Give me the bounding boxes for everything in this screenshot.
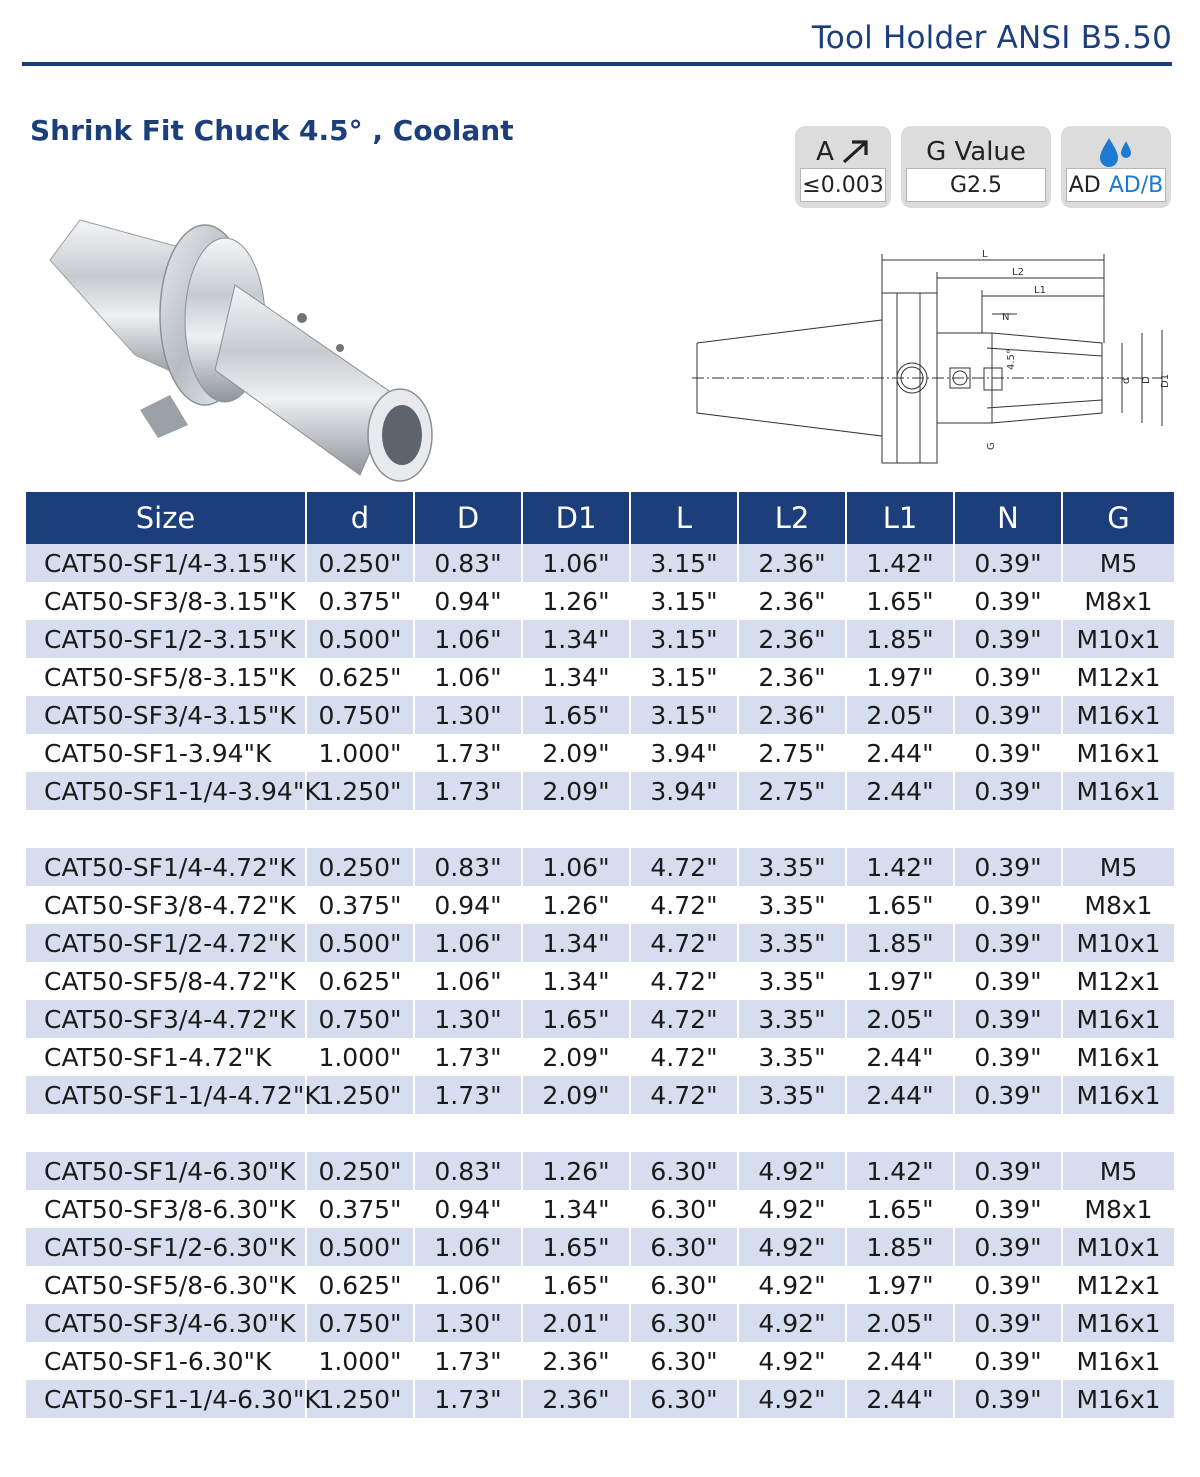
size-cell: CAT50-SF3/4-3.15"K [26, 696, 306, 734]
product-title: Shrink Fit Chuck 4.5° , Coolant [30, 114, 514, 147]
value-cell: 1.000" [306, 1038, 414, 1076]
value-cell: 1.000" [306, 1342, 414, 1380]
value-cell: 1.26" [522, 582, 630, 620]
column-header: L2 [738, 492, 846, 544]
value-cell: M5 [1062, 848, 1174, 886]
value-cell: 1.65" [846, 886, 954, 924]
value-cell: 0.39" [954, 962, 1062, 1000]
value-cell: 2.05" [846, 696, 954, 734]
g-value-value: G2.5 [906, 168, 1046, 202]
value-cell: 2.44" [846, 1342, 954, 1380]
value-cell: M16x1 [1062, 696, 1174, 734]
size-cell: CAT50-SF3/8-3.15"K [26, 582, 306, 620]
technical-drawing [692, 238, 1172, 478]
value-cell: M12x1 [1076, 662, 1161, 692]
value-cell: 3.15" [630, 620, 738, 658]
value-cell: 1.06" [414, 962, 522, 1000]
value-cell: 1.34" [522, 620, 630, 658]
value-cell: 2.44" [846, 1380, 954, 1418]
value-cell: 0.83" [414, 544, 522, 582]
value-cell: 0.39" [954, 696, 1062, 734]
value-cell: 1.97" [846, 658, 954, 696]
size-cell: CAT50-SF1-1/4-4.72"K [26, 1076, 306, 1114]
value-cell: 3.35" [738, 1038, 846, 1076]
value-cell: 1.000" [306, 734, 414, 772]
table-row [26, 696, 1174, 734]
value-cell: 4.72" [630, 886, 738, 924]
dim-label-g: G [986, 442, 997, 450]
value-cell: 1.34" [522, 962, 630, 1000]
value-cell: 6.30" [630, 1342, 738, 1380]
value-cell: 0.39" [954, 1190, 1062, 1228]
value-cell: 1.73" [414, 1380, 522, 1418]
value-cell: 0.39" [954, 848, 1062, 886]
value-cell: 4.92" [738, 1266, 846, 1304]
size-cell: CAT50-SF1/4-6.30"K [26, 1152, 306, 1190]
value-cell: 3.35" [738, 1076, 846, 1114]
size-cell: CAT50-SF1/2-6.30"K [26, 1228, 306, 1266]
value-cell: 0.94" [414, 582, 522, 620]
value-cell: 1.06" [414, 1266, 522, 1304]
coolant-type-adb: AD/B [1108, 172, 1164, 198]
value-cell: 1.26" [522, 886, 630, 924]
value-cell: 4.72" [630, 1000, 738, 1038]
value-cell: 2.09" [522, 1038, 630, 1076]
group-spacer [26, 1114, 1174, 1152]
table-row [26, 1304, 1174, 1342]
value-cell: 1.85" [846, 1228, 954, 1266]
value-cell: 0.625" [306, 1266, 414, 1304]
coolant-drops-icon [1096, 135, 1136, 169]
value-cell: 2.05" [846, 1000, 954, 1038]
runout-value: ≤0.003 [800, 168, 886, 202]
value-cell: 4.92" [738, 1304, 846, 1342]
value-cell: 6.30" [630, 1304, 738, 1342]
value-cell: 3.15" [630, 658, 738, 696]
value-cell: 0.83" [414, 848, 522, 886]
value-cell: M10x1 [1062, 620, 1174, 658]
value-cell: 3.15" [630, 696, 738, 734]
size-cell: CAT50-SF1-6.30"K [26, 1342, 306, 1380]
runout-arrow-icon [840, 139, 870, 165]
value-cell: 1.30" [414, 696, 522, 734]
table-header-row [26, 492, 1174, 544]
value-cell: M16x1 [1076, 1346, 1161, 1376]
table-row [26, 1000, 1174, 1038]
value-cell: 0.375" [306, 582, 414, 620]
value-cell: 0.39" [954, 1304, 1062, 1342]
value-cell: 2.09" [522, 772, 630, 810]
value-cell: 0.500" [306, 924, 414, 962]
value-cell: M12x1 [1076, 966, 1161, 996]
value-cell: 0.39" [954, 582, 1062, 620]
value-cell: 3.94" [630, 734, 738, 772]
value-cell: 1.65" [846, 582, 954, 620]
table-row [26, 886, 1174, 924]
value-cell: 0.83" [414, 1152, 522, 1190]
value-cell: 0.39" [954, 658, 1062, 696]
value-cell: 0.39" [954, 1038, 1062, 1076]
size-cell: CAT50-SF1-4.72"K [26, 1038, 306, 1076]
table-row [26, 1380, 1174, 1418]
value-cell: 0.750" [306, 696, 414, 734]
value-cell: M16x1 [1076, 1042, 1161, 1072]
value-cell: M10x1 [1062, 924, 1174, 962]
value-cell: 6.30" [630, 1380, 738, 1418]
value-cell: 6.30" [630, 1190, 738, 1228]
column-header: D [414, 492, 522, 544]
value-cell: 2.44" [846, 772, 954, 810]
value-cell: 0.39" [954, 544, 1062, 582]
size-cell: CAT50-SF1/4-3.15"K [26, 544, 306, 582]
column-header: Size [26, 492, 306, 544]
column-header: G [1062, 492, 1174, 544]
g-value-label: G Value [926, 137, 1026, 167]
value-cell: 1.85" [846, 924, 954, 962]
value-cell: 0.625" [306, 658, 414, 696]
value-cell: 1.42" [846, 1152, 954, 1190]
value-cell: 0.39" [954, 924, 1062, 962]
value-cell: 2.75" [738, 772, 846, 810]
table-row [26, 1266, 1174, 1304]
value-cell: 0.250" [306, 848, 414, 886]
value-cell: 2.36" [738, 696, 846, 734]
table-row [26, 1342, 1174, 1380]
value-cell: 1.34" [522, 924, 630, 962]
value-cell: 0.375" [306, 886, 414, 924]
value-cell: 4.92" [738, 1152, 846, 1190]
value-cell: 2.09" [522, 1076, 630, 1114]
value-cell: 1.85" [846, 620, 954, 658]
value-cell: 3.35" [738, 886, 846, 924]
table-row [26, 772, 1174, 810]
value-cell: 2.44" [846, 1038, 954, 1076]
value-cell: 2.36" [522, 1342, 630, 1380]
value-cell: 1.34" [522, 1190, 630, 1228]
value-cell: 2.05" [846, 1304, 954, 1342]
size-cell: CAT50-SF3/4-6.30"K [26, 1304, 306, 1342]
value-cell: 1.73" [414, 1342, 522, 1380]
value-cell: M10x1 [1062, 1228, 1174, 1266]
value-cell: 1.250" [306, 1380, 414, 1418]
size-cell: CAT50-SF1/2-3.15"K [26, 620, 306, 658]
value-cell: 1.30" [414, 1000, 522, 1038]
value-cell: 2.75" [738, 734, 846, 772]
value-cell: 6.30" [630, 1152, 738, 1190]
value-cell: 1.06" [414, 658, 522, 696]
value-cell: 1.250" [306, 772, 414, 810]
page-header-title: Tool Holder ANSI B5.50 [811, 20, 1172, 56]
value-cell: 0.39" [954, 886, 1062, 924]
value-cell: M16x1 [1062, 772, 1174, 810]
size-cell: CAT50-SF1-1/4-6.30"K [26, 1380, 306, 1418]
dim-label-angle: 4.5° [1006, 349, 1017, 370]
value-cell: 2.36" [738, 544, 846, 582]
table-row [26, 962, 1174, 1000]
value-cell: 1.42" [846, 544, 954, 582]
value-cell: 1.06" [522, 544, 630, 582]
value-cell: 0.750" [306, 1000, 414, 1038]
g-value-badge [901, 126, 1051, 208]
table-row [26, 544, 1174, 582]
value-cell: 3.94" [630, 772, 738, 810]
value-cell: 1.97" [846, 1266, 954, 1304]
value-cell: 3.35" [738, 924, 846, 962]
table-row [26, 1228, 1174, 1266]
value-cell: 4.72" [630, 848, 738, 886]
value-cell: 0.39" [954, 1152, 1062, 1190]
column-header: d [306, 492, 414, 544]
value-cell: 0.250" [306, 1152, 414, 1190]
table-row [26, 620, 1174, 658]
value-cell: 0.39" [954, 1342, 1062, 1380]
value-cell: 2.36" [738, 582, 846, 620]
value-cell: 3.15" [630, 544, 738, 582]
value-cell: 1.73" [414, 772, 522, 810]
value-cell: 3.35" [738, 962, 846, 1000]
value-cell: 1.06" [414, 620, 522, 658]
column-header: D1 [522, 492, 630, 544]
value-cell: M16x1 [1062, 1304, 1174, 1342]
value-cell: 1.06" [414, 1228, 522, 1266]
value-cell: 6.30" [630, 1266, 738, 1304]
value-cell: M16x1 [1062, 1380, 1174, 1418]
size-cell: CAT50-SF1-1/4-3.94"K [26, 772, 306, 810]
value-cell: 2.44" [846, 1076, 954, 1114]
table-row [26, 658, 1174, 696]
value-cell: 2.36" [738, 658, 846, 696]
table-row [26, 1152, 1174, 1190]
tool-holder-photo [40, 190, 460, 490]
column-header: L [630, 492, 738, 544]
value-cell: 1.73" [414, 734, 522, 772]
value-cell: 0.39" [954, 620, 1062, 658]
value-cell: 0.94" [414, 1190, 522, 1228]
runout-label: A [816, 137, 834, 167]
table-row [26, 848, 1174, 886]
value-cell: 4.92" [738, 1228, 846, 1266]
value-cell: 1.34" [522, 658, 630, 696]
value-cell: 1.30" [414, 1304, 522, 1342]
table-row [26, 1190, 1174, 1228]
value-cell: 0.39" [954, 1266, 1062, 1304]
size-cell: CAT50-SF5/8-3.15"K [26, 658, 306, 696]
value-cell: 0.500" [306, 1228, 414, 1266]
size-cell: CAT50-SF1/4-4.72"K [26, 848, 306, 886]
value-cell: M5 [1062, 544, 1174, 582]
value-cell: 1.42" [846, 848, 954, 886]
coolant-type-ad: AD [1068, 172, 1101, 198]
value-cell: 2.44" [846, 734, 954, 772]
dim-label-l: L [982, 249, 988, 260]
value-cell: 1.97" [846, 962, 954, 1000]
coolant-badge [1061, 126, 1171, 208]
value-cell: 0.39" [954, 772, 1062, 810]
column-header: N [954, 492, 1062, 544]
spec-table [26, 492, 1174, 1418]
value-cell: 4.72" [630, 1076, 738, 1114]
value-cell: 3.35" [738, 848, 846, 886]
value-cell: 1.26" [522, 1152, 630, 1190]
size-cell: CAT50-SF3/8-4.72"K [26, 886, 306, 924]
value-cell: 4.72" [630, 962, 738, 1000]
group-spacer [26, 810, 1174, 848]
table-row [26, 582, 1174, 620]
value-cell: 6.30" [630, 1228, 738, 1266]
value-cell: M16x1 [1076, 738, 1161, 768]
value-cell: M16x1 [1062, 1000, 1174, 1038]
value-cell: 0.375" [306, 1190, 414, 1228]
value-cell: M12x1 [1076, 1270, 1161, 1300]
size-cell: CAT50-SF3/4-4.72"K [26, 1000, 306, 1038]
dim-label-l2: L2 [1012, 267, 1024, 278]
value-cell: 4.72" [630, 1038, 738, 1076]
value-cell: M5 [1062, 1152, 1174, 1190]
value-cell: 0.39" [954, 1000, 1062, 1038]
value-cell: M8x1 [1084, 890, 1153, 920]
value-cell: 2.36" [738, 620, 846, 658]
value-cell: 1.65" [522, 1000, 630, 1038]
column-header: L1 [846, 492, 954, 544]
value-cell: 0.94" [414, 886, 522, 924]
value-cell: 4.72" [630, 924, 738, 962]
value-cell: 1.65" [522, 1266, 630, 1304]
value-cell: 1.73" [414, 1038, 522, 1076]
table-row [26, 1038, 1174, 1076]
table-row [26, 924, 1174, 962]
value-cell: 4.92" [738, 1190, 846, 1228]
value-cell: 0.500" [306, 620, 414, 658]
value-cell: 1.250" [306, 1076, 414, 1114]
value-cell: 4.92" [738, 1342, 846, 1380]
value-cell: 1.65" [522, 696, 630, 734]
table-row [26, 734, 1174, 772]
size-cell: CAT50-SF3/8-6.30"K [26, 1190, 306, 1228]
size-cell: CAT50-SF1-3.94"K [26, 734, 306, 772]
value-cell: 0.39" [954, 734, 1062, 772]
value-cell: 2.09" [522, 734, 630, 772]
size-cell: CAT50-SF5/8-4.72"K [26, 962, 306, 1000]
size-cell: CAT50-SF1/2-4.72"K [26, 924, 306, 962]
value-cell: 0.625" [306, 962, 414, 1000]
value-cell: 0.39" [954, 1076, 1062, 1114]
dim-label-d1: D1 [1160, 373, 1171, 388]
value-cell: 3.35" [738, 1000, 846, 1038]
value-cell: 2.36" [522, 1380, 630, 1418]
value-cell: 4.92" [738, 1380, 846, 1418]
value-cell: 1.06" [414, 924, 522, 962]
value-cell: 2.01" [522, 1304, 630, 1342]
value-cell: 0.39" [954, 1228, 1062, 1266]
header-divider [22, 62, 1172, 66]
value-cell: 0.39" [954, 1380, 1062, 1418]
dim-label-big-d: D [1141, 376, 1152, 384]
runout-badge [795, 126, 891, 208]
value-cell: 1.65" [522, 1228, 630, 1266]
value-cell: 1.73" [414, 1076, 522, 1114]
size-cell: CAT50-SF5/8-6.30"K [26, 1266, 306, 1304]
value-cell: 3.15" [630, 582, 738, 620]
value-cell: M8x1 [1084, 586, 1153, 616]
dim-label-d: d [1121, 377, 1132, 384]
value-cell: M16x1 [1062, 1076, 1174, 1114]
value-cell: 0.250" [306, 544, 414, 582]
value-cell: 1.06" [522, 848, 630, 886]
value-cell: M8x1 [1084, 1194, 1153, 1224]
dim-label-l1: L1 [1034, 285, 1046, 296]
dim-label-n: N [1002, 312, 1010, 323]
table-row [26, 1076, 1174, 1114]
value-cell: 0.750" [306, 1304, 414, 1342]
value-cell: 1.65" [846, 1190, 954, 1228]
